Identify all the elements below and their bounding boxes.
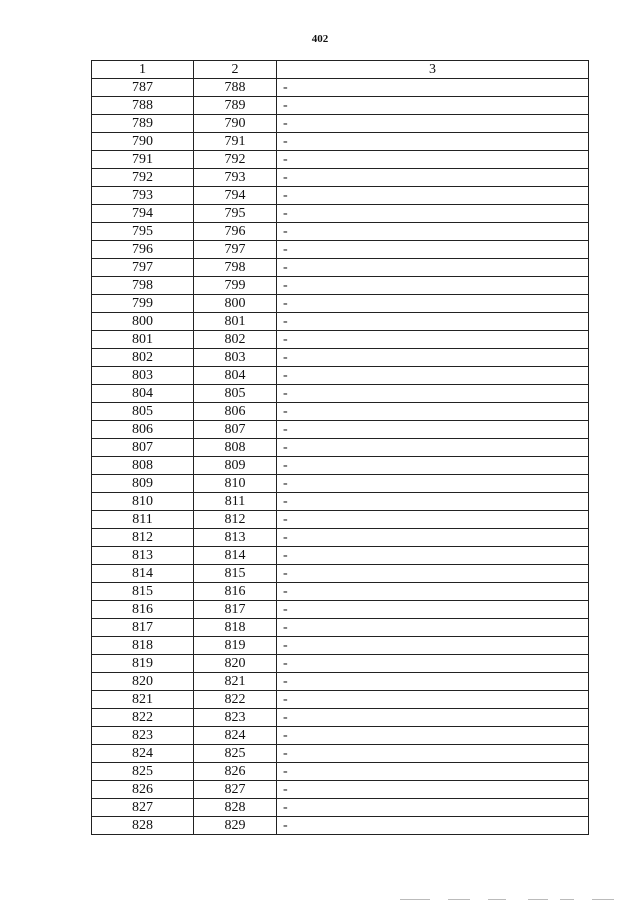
page-number: 402 bbox=[311, 33, 329, 45]
table-row bbox=[92, 187, 589, 205]
table-cell-col3: - bbox=[277, 133, 589, 151]
table-cell-col3: - bbox=[277, 331, 589, 349]
table-row bbox=[92, 691, 589, 709]
table-cell-col2: 802 bbox=[194, 331, 277, 349]
table-cell-col3: - bbox=[277, 385, 589, 403]
column-header-3: 3 bbox=[277, 61, 589, 79]
table-cell-col3: - bbox=[277, 529, 589, 547]
table-row bbox=[92, 565, 589, 583]
table-row bbox=[92, 475, 589, 493]
table-cell-col1: 819 bbox=[92, 655, 194, 673]
table-row bbox=[92, 709, 589, 727]
table-cell-col1: 822 bbox=[92, 709, 194, 727]
footer-scan-marks bbox=[400, 897, 620, 903]
column-header-2: 2 bbox=[194, 61, 277, 79]
table-row bbox=[92, 223, 589, 241]
table-cell-col3: - bbox=[277, 205, 589, 223]
table-cell-col3: - bbox=[277, 277, 589, 295]
table-cell-col2: 807 bbox=[194, 421, 277, 439]
table-row bbox=[92, 493, 589, 511]
table-row bbox=[92, 97, 589, 115]
table-body bbox=[92, 79, 589, 835]
table-cell-col1: 803 bbox=[92, 367, 194, 385]
table-cell-col1: 811 bbox=[92, 511, 194, 529]
table-row bbox=[92, 259, 589, 277]
table-cell-col1: 815 bbox=[92, 583, 194, 601]
table-row bbox=[92, 115, 589, 133]
table-cell-col2: 801 bbox=[194, 313, 277, 331]
table-cell-col1: 800 bbox=[92, 313, 194, 331]
table-cell-col3: - bbox=[277, 223, 589, 241]
table-cell-col2: 812 bbox=[194, 511, 277, 529]
table-row bbox=[92, 403, 589, 421]
table-cell-col2: 824 bbox=[194, 727, 277, 745]
table-cell-col2: 822 bbox=[194, 691, 277, 709]
table-cell-col1: 825 bbox=[92, 763, 194, 781]
table-cell-col2: 809 bbox=[194, 457, 277, 475]
table-header-row bbox=[92, 61, 589, 79]
table-cell-col3: - bbox=[277, 151, 589, 169]
table-cell-col3: - bbox=[277, 601, 589, 619]
table-row bbox=[92, 241, 589, 259]
table-cell-col3: - bbox=[277, 637, 589, 655]
table-row bbox=[92, 655, 589, 673]
table-row bbox=[92, 511, 589, 529]
table-cell-col3: - bbox=[277, 511, 589, 529]
table-cell-col3: - bbox=[277, 187, 589, 205]
table-cell-col2: 795 bbox=[194, 205, 277, 223]
table-cell-col2: 806 bbox=[194, 403, 277, 421]
table-cell-col3: - bbox=[277, 169, 589, 187]
table-row bbox=[92, 799, 589, 817]
table-cell-col3: - bbox=[277, 259, 589, 277]
table-cell-col2: 817 bbox=[194, 601, 277, 619]
table-cell-col1: 810 bbox=[92, 493, 194, 511]
table-cell-col1: 828 bbox=[92, 817, 194, 835]
table-cell-col3: - bbox=[277, 349, 589, 367]
table-cell-col1: 817 bbox=[92, 619, 194, 637]
table-cell-col1: 807 bbox=[92, 439, 194, 457]
table-cell-col1: 796 bbox=[92, 241, 194, 259]
column-header-1: 1 bbox=[92, 61, 194, 79]
table-cell-col2: 827 bbox=[194, 781, 277, 799]
table-row bbox=[92, 313, 589, 331]
table-row bbox=[92, 457, 589, 475]
table-cell-col1: 792 bbox=[92, 169, 194, 187]
table-cell-col2: 823 bbox=[194, 709, 277, 727]
table-cell-col2: 805 bbox=[194, 385, 277, 403]
table-cell-col3: - bbox=[277, 115, 589, 133]
table-row bbox=[92, 763, 589, 781]
table-cell-col1: 797 bbox=[92, 259, 194, 277]
table-cell-col3: - bbox=[277, 421, 589, 439]
table-row bbox=[92, 205, 589, 223]
table-cell-col1: 787 bbox=[92, 79, 194, 97]
table-cell-col1: 794 bbox=[92, 205, 194, 223]
table-row bbox=[92, 601, 589, 619]
table-row bbox=[92, 169, 589, 187]
table-cell-col1: 814 bbox=[92, 565, 194, 583]
table-cell-col3: - bbox=[277, 799, 589, 817]
table-cell-col1: 788 bbox=[92, 97, 194, 115]
table-row bbox=[92, 367, 589, 385]
table-cell-col2: 815 bbox=[194, 565, 277, 583]
table-row bbox=[92, 151, 589, 169]
table-cell-col2: 814 bbox=[194, 547, 277, 565]
table-row bbox=[92, 583, 589, 601]
table-cell-col3: - bbox=[277, 475, 589, 493]
table-row bbox=[92, 673, 589, 691]
table-row bbox=[92, 133, 589, 151]
table-cell-col2: 793 bbox=[194, 169, 277, 187]
table-cell-col3: - bbox=[277, 619, 589, 637]
table-cell-col2: 818 bbox=[194, 619, 277, 637]
table-cell-col2: 797 bbox=[194, 241, 277, 259]
table-row bbox=[92, 439, 589, 457]
table-row bbox=[92, 781, 589, 799]
table-row bbox=[92, 745, 589, 763]
table-cell-col2: 821 bbox=[194, 673, 277, 691]
table-cell-col3: - bbox=[277, 709, 589, 727]
table-cell-col3: - bbox=[277, 763, 589, 781]
table-cell-col2: 799 bbox=[194, 277, 277, 295]
table-cell-col1: 795 bbox=[92, 223, 194, 241]
table-cell-col1: 791 bbox=[92, 151, 194, 169]
table-cell-col3: - bbox=[277, 817, 589, 835]
table-cell-col1: 793 bbox=[92, 187, 194, 205]
table-row bbox=[92, 349, 589, 367]
table-row bbox=[92, 277, 589, 295]
table-row bbox=[92, 637, 589, 655]
table-cell-col1: 824 bbox=[92, 745, 194, 763]
table-cell-col3: - bbox=[277, 565, 589, 583]
table-cell-col3: - bbox=[277, 403, 589, 421]
table-cell-col2: 790 bbox=[194, 115, 277, 133]
table-row bbox=[92, 817, 589, 835]
table-row bbox=[92, 295, 589, 313]
table-row bbox=[92, 619, 589, 637]
table-cell-col1: 812 bbox=[92, 529, 194, 547]
table-cell-col1: 818 bbox=[92, 637, 194, 655]
table-cell-col3: - bbox=[277, 727, 589, 745]
table-row bbox=[92, 727, 589, 745]
table-cell-col2: 819 bbox=[194, 637, 277, 655]
table-cell-col1: 813 bbox=[92, 547, 194, 565]
table-cell-col3: - bbox=[277, 439, 589, 457]
table-cell-col3: - bbox=[277, 673, 589, 691]
table-cell-col3: - bbox=[277, 241, 589, 259]
table-cell-col2: 804 bbox=[194, 367, 277, 385]
table-cell-col2: 803 bbox=[194, 349, 277, 367]
table-cell-col2: 828 bbox=[194, 799, 277, 817]
table-cell-col2: 825 bbox=[194, 745, 277, 763]
table-cell-col3: - bbox=[277, 583, 589, 601]
table-cell-col3: - bbox=[277, 295, 589, 313]
table-cell-col2: 791 bbox=[194, 133, 277, 151]
table-cell-col3: - bbox=[277, 457, 589, 475]
table-row bbox=[92, 421, 589, 439]
table-cell-col3: - bbox=[277, 655, 589, 673]
table-cell-col2: 800 bbox=[194, 295, 277, 313]
table-cell-col1: 827 bbox=[92, 799, 194, 817]
table-cell-col1: 802 bbox=[92, 349, 194, 367]
table-cell-col2: 826 bbox=[194, 763, 277, 781]
table-cell-col2: 810 bbox=[194, 475, 277, 493]
table-cell-col2: 794 bbox=[194, 187, 277, 205]
table-cell-col1: 808 bbox=[92, 457, 194, 475]
table-cell-col1: 826 bbox=[92, 781, 194, 799]
data-table bbox=[91, 60, 589, 835]
table-cell-col1: 820 bbox=[92, 673, 194, 691]
table-row bbox=[92, 331, 589, 349]
table-row bbox=[92, 529, 589, 547]
table-cell-col3: - bbox=[277, 313, 589, 331]
table-cell-col1: 789 bbox=[92, 115, 194, 133]
table-cell-col3: - bbox=[277, 781, 589, 799]
table-cell-col2: 820 bbox=[194, 655, 277, 673]
table-cell-col1: 809 bbox=[92, 475, 194, 493]
table-cell-col1: 805 bbox=[92, 403, 194, 421]
table-cell-col3: - bbox=[277, 691, 589, 709]
table-row bbox=[92, 79, 589, 97]
table-cell-col2: 798 bbox=[194, 259, 277, 277]
table-cell-col1: 798 bbox=[92, 277, 194, 295]
table-cell-col2: 816 bbox=[194, 583, 277, 601]
table-cell-col1: 816 bbox=[92, 601, 194, 619]
table-cell-col2: 796 bbox=[194, 223, 277, 241]
table-cell-col1: 806 bbox=[92, 421, 194, 439]
table-cell-col1: 801 bbox=[92, 331, 194, 349]
table-cell-col3: - bbox=[277, 367, 589, 385]
table-cell-col2: 813 bbox=[194, 529, 277, 547]
table-cell-col1: 804 bbox=[92, 385, 194, 403]
table-cell-col2: 789 bbox=[194, 97, 277, 115]
table-cell-col2: 808 bbox=[194, 439, 277, 457]
table-cell-col2: 792 bbox=[194, 151, 277, 169]
table-cell-col3: - bbox=[277, 79, 589, 97]
table-cell-col3: - bbox=[277, 493, 589, 511]
table-cell-col1: 823 bbox=[92, 727, 194, 745]
table-cell-col1: 790 bbox=[92, 133, 194, 151]
table-row bbox=[92, 385, 589, 403]
table-row bbox=[92, 547, 589, 565]
table-cell-col3: - bbox=[277, 745, 589, 763]
table-cell-col3: - bbox=[277, 97, 589, 115]
table-cell-col1: 821 bbox=[92, 691, 194, 709]
table-cell-col2: 788 bbox=[194, 79, 277, 97]
table-cell-col3: - bbox=[277, 547, 589, 565]
table-cell-col2: 811 bbox=[194, 493, 277, 511]
table-cell-col2: 829 bbox=[194, 817, 277, 835]
table-cell-col1: 799 bbox=[92, 295, 194, 313]
